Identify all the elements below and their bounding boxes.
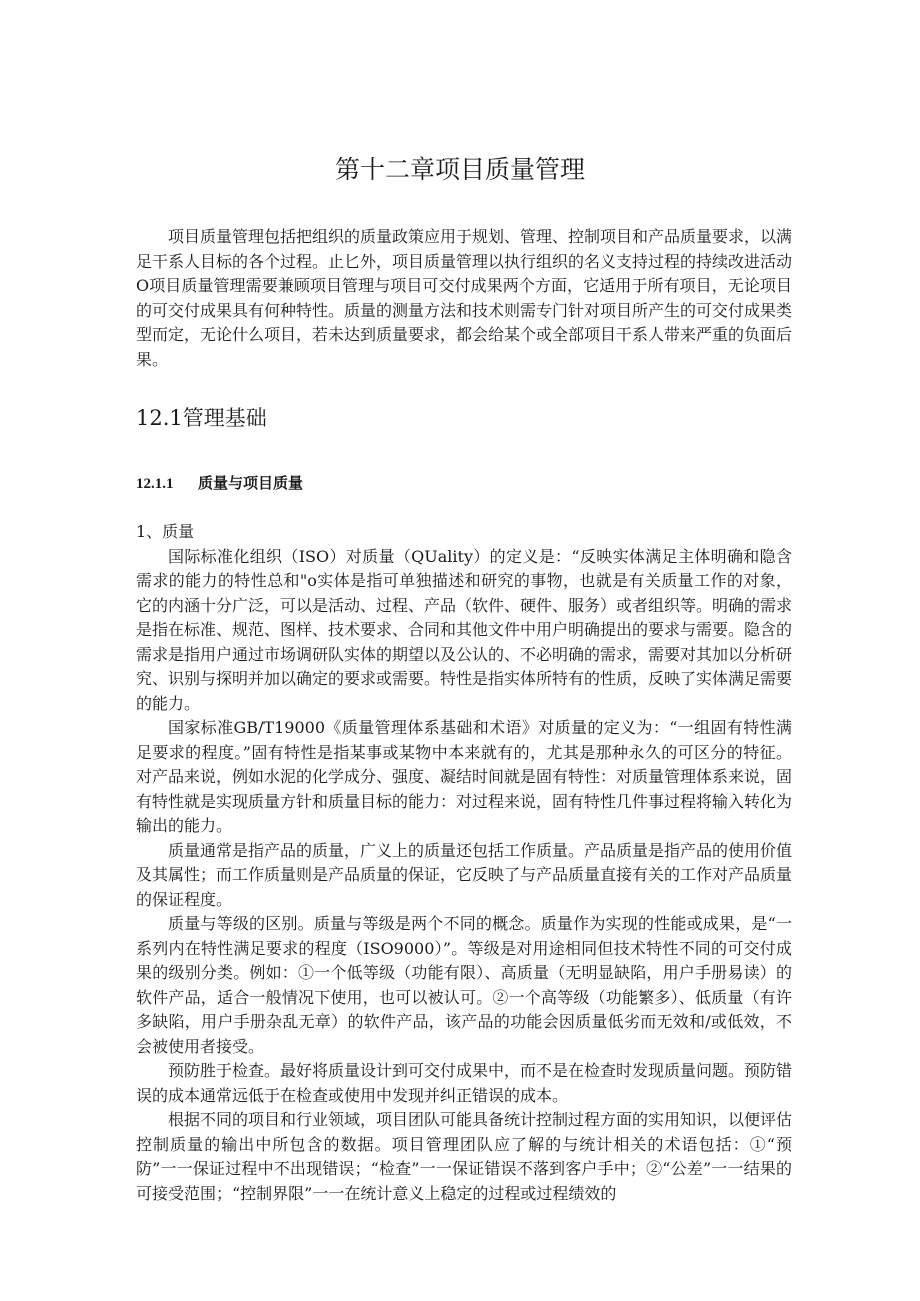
body-paragraph: 质量与等级的区别。质量与等级是两个不同的概念。质量作为实现的性能或成果，是“一系列内在特性满足要求的程度（ISO9000）”。等级是对用途相同但技术特性不同的可交付成果的级别分类。例如：①一个低等级（功能有限）、高质量（无明显缺陷，用户手册易读）的软件产品，适合一般情况下使用，也可以被认可。②一个高等级（功能繁多）、低质量（有许多缺陷，用户手册杂乱无章）的软件产品，该产品的功能会因质量低劣而无效和/或低效，不会被使用者接受。 [136,914,792,1056]
body-paragraph: 质量通常是指产品的质量，广义上的质量还包括工作质量。产品质量是指产品的使用价值及其属性；而工作质量则是产品质量的保证，它反映了与产品质量直接有关的工作对产品质量的保证程度。 [136,840,793,909]
subsection-title: 质量与项目质量 [198,474,304,492]
subsection-number: 12.1.1 [136,476,174,492]
chapter-title: 第十二章项目质量管理 [334,155,585,184]
subsection-heading [136,472,303,493]
intro-block [136,225,792,372]
body-paragraph: 预防胜于检查。最好将质量设计到可交付成果中，而不是在检查时发现质量问题。预防错误的成本通常远低于在检查或使用中发现并纠正错误的成本。 [136,1061,793,1105]
intro-paragraph: 项目质量管理包括把组织的质量政策应用于规划、管理、控制项目和产品质量要求，以满足干系人目标的各个过程。止匕外，项目质量管理以执行组织的名义支持过程的持续改进活动O项目质量管理需要兼顾项目管理与项目可交付成果两个方面，它适用于所有项目，无论项目的可交付成果具有何种特性。质量的测量方法和技术则需专门针对项目所产生的可交付成果类型而定，无论什么项目，若未达到质量要求，都会给某个或全部项目干系人带来严重的负面后果。 [136,227,793,369]
body-paragraph: 根据不同的项目和行业领域，项目团队可能具备统计控制过程方面的实用知识，以便评估控制质量的输出中所包含的数据。项目管理团队应了解的与统计相关的术语包括：①“预防”一一保证过程中不出现错误；“检查”一一保证错误不落到客户手中；②“公差”一一结果的可接受范围；“控制界限”一一在统计意义上稳定的过程或过程绩效的 [136,1110,793,1203]
item-heading: 1、质量 [136,522,195,541]
section-heading: 12.1管理基础 [136,406,267,430]
body-paragraph: 国际标准化组织（ISO）对质量（QUality）的定义是：“反映实体满足主体明确和隐含需求的能力的特性总和"o实体是指可单独描述和研究的事物，也就是有关质量工作的对象，它的内涵十分广泛，可以是活动、过程、产品（软件、硬件、服务）或者组织等。明确的需求是指在标准、规范、图样、技术要求、合同和其他文件中用户明确提出的要求与需要。隐含的需求是指用户通过市场调研队实体的期望以及公认的、不必明确的需求，需要对其加以分析研究、识别与探明并加以确定的要求或需要。特性是指实体所特有的性质，反映了实体满足需要的能力。 [136,546,793,713]
body-block [136,520,792,1206]
body-paragraph: 国家标准GB/T19000《质量管理体系基础和术语》对质量的定义为：“一组固有特性满足要求的程度。”固有特性是指某事或某物中本来就有的，尤其是那种永久的可区分的特征。对产品来说，例如水泥的化学成分、强度、凝结时间就是固有特性：对质量管理体系来说，固有特性就是实现质量方针和质量目标的能力：对过程来说，固有特性几件事过程将输入转化为输出的能力。 [136,718,793,835]
